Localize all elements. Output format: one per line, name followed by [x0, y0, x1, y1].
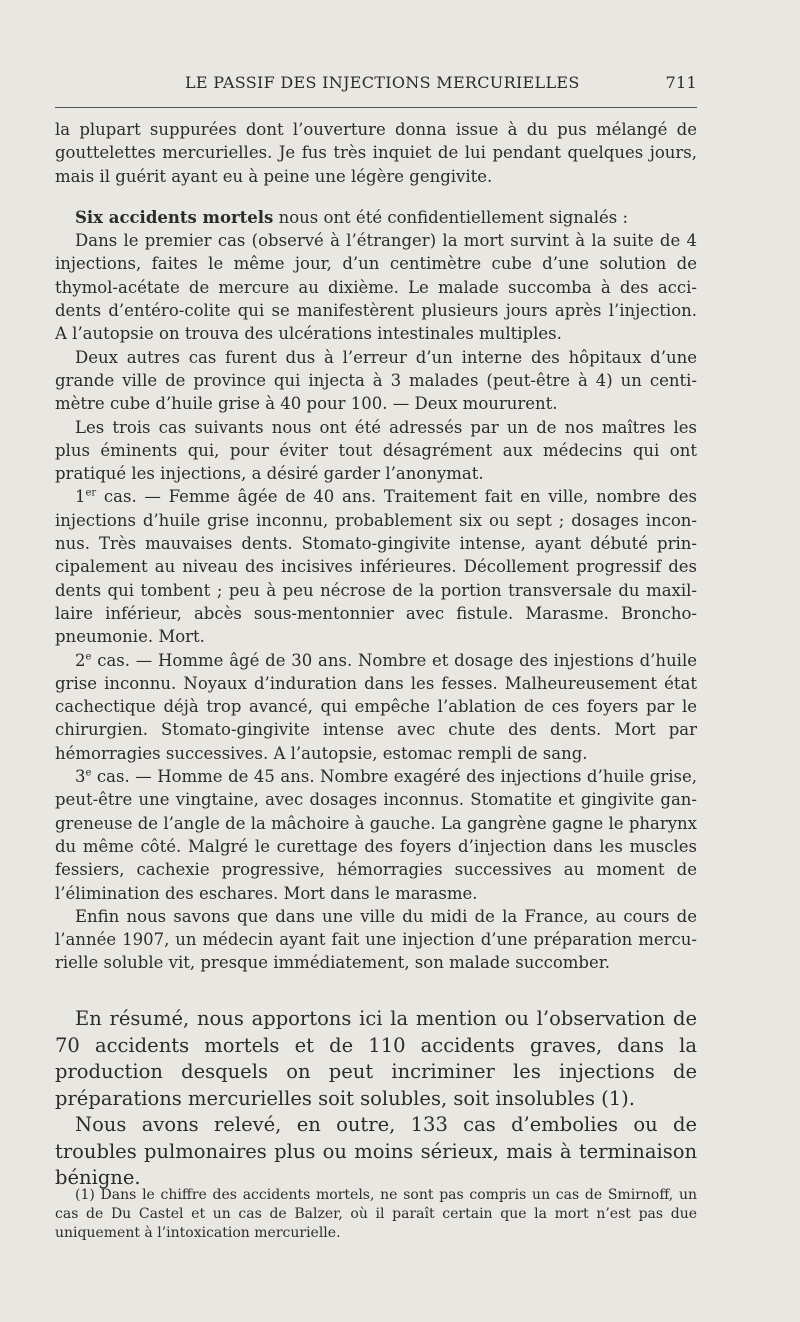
case-ordinal: er	[85, 487, 97, 499]
header-rule	[55, 107, 697, 108]
paragraph-anonymous-cases: Les trois cas suivants nous ont été adressés par un de nos maîtres les plus éminents qui, pour éviter tout désagrément aux médecins qui ont pratiqué les injections, a désiré garder l’anonymat.	[55, 417, 697, 484]
case-number: 2	[75, 650, 86, 670]
paragraph-text: nous ont été confidentiellement signalés :	[273, 207, 629, 227]
paragraph-continuation: la plupart suppurées dont l’ouverture donna issue à du pus mélangé de gouttelettes mercurielles. Je fus très inquiet de lui pendant quelques jours, mais il guérit ayant eu à peine une légère gengivite.	[55, 120, 697, 186]
summary-section	[55, 1006, 697, 1192]
main-text	[55, 118, 697, 975]
case-text: cas. — Homme âgé de 30 ans. Nombre et dosage des injestions d’huile grise inconnu. Noyaux d’induration dans les fesses. Malheureusement état cachectique déjà trop avancé, qui empêche l’ablation de ces foyers par le chirurgien. Stomato-gingivite intense avec chute des dents. Mort par hémorragies successives. A l’autopsie, estomac rempli de sang.	[55, 650, 697, 763]
paragraph-first-case: Dans le premier cas (observé à l’étranger) la mort survint à la suite de 4 injections, faites le même jour, d’un centimètre cube d’une solution de thymol-acétate de mercure au dixième. Le malade succomba à des accidents d’entéro-colite qui se manifestèrent plusieurs jours après l’injection. A l’autopsie on trouva des ulcérations intestinales multiples.	[55, 231, 697, 344]
case-number: 1	[75, 487, 86, 507]
summary-paragraph-2: Nous avons relevé, en outre, 133 cas d’embolies ou de troubles pulmonaires plus ou moins sérieux, mais à terminaison bénigne.	[55, 1113, 697, 1189]
paragraph-case-3	[55, 765, 697, 905]
paragraph-france-case: Enfin nous savons que dans une ville du midi de la France, au cours de l’année 1907, un médecin ayant fait une injection d’une préparation mercurielle soluble vit, presque immédiatement, son malade succomber.	[55, 906, 697, 973]
page-number: 711	[665, 73, 697, 92]
paragraph-case-1	[55, 485, 697, 648]
bold-heading: Six accidents mortels	[75, 207, 274, 227]
summary-paragraph-1: En résumé, nous apportons ici la mention ou l’observation de 70 accidents mortels et de 110 accidents graves, dans la production desquels on peut incriminer les injections de préparations mercurielles soit solubles, soit insolubles (1).	[55, 1007, 697, 1110]
case-text: cas. — Femme âgée de 40 ans. Traitement fait en ville, nombre des injections d’huile grise inconnu, probablement six ou sept ; dosages inconnus. Très mauvaises dents. Stomato-gingivite intense, ayant débuté principalement au niveau des incisives inférieures. Décollement progressif des dents qui tombent ; peu à peu nécrose de la portion transversale du maxillaire inférieur, abcès sous-mentonnier avec fistule. Marasme. Broncho-pneumonie. Mort.	[55, 487, 697, 647]
case-text: cas. — Homme de 45 ans. Nombre exagéré des injections d’huile grise, peut-être une vingtaine, avec dosages inconnus. Stomatite et gingivite gangreneuse de l’angle de la mâchoire à gauche. La gangrène gagne le pharynx du même côté. Malgré le curettage des foyers d’injection dans les muscles fessiers, cachexie progressive, hémorragies successives au moment de l’élimination des eschares. Mort dans le marasme.	[55, 767, 697, 903]
footnote	[55, 1186, 697, 1243]
running-title: LE PASSIF DES INJECTIONS MERCURIELLES	[185, 73, 580, 92]
case-number: 3	[75, 767, 86, 787]
paragraph-fatal-accidents	[55, 206, 697, 229]
paragraph-intern-error: Deux autres cas furent dus à l’erreur d’un interne des hôpitaux d’une grande ville de province qui injecta à 3 malades (peut-être à 4) un centimètre cube d’huile grise à 40 pour 100. — Deux moururent.	[55, 347, 697, 414]
footnote-text: (1) Dans le chiffre des accidents mortels, ne sont pas compris un cas de Smirnoff, un cas de Du Castel et un cas de Balzer, où il paraît certain que la mort n’est pas due uniquement à l’intoxication mercurielle.	[55, 1187, 697, 1241]
case-ordinal: e	[85, 767, 92, 779]
paragraph-case-2	[55, 649, 697, 765]
case-ordinal: e	[85, 651, 92, 663]
